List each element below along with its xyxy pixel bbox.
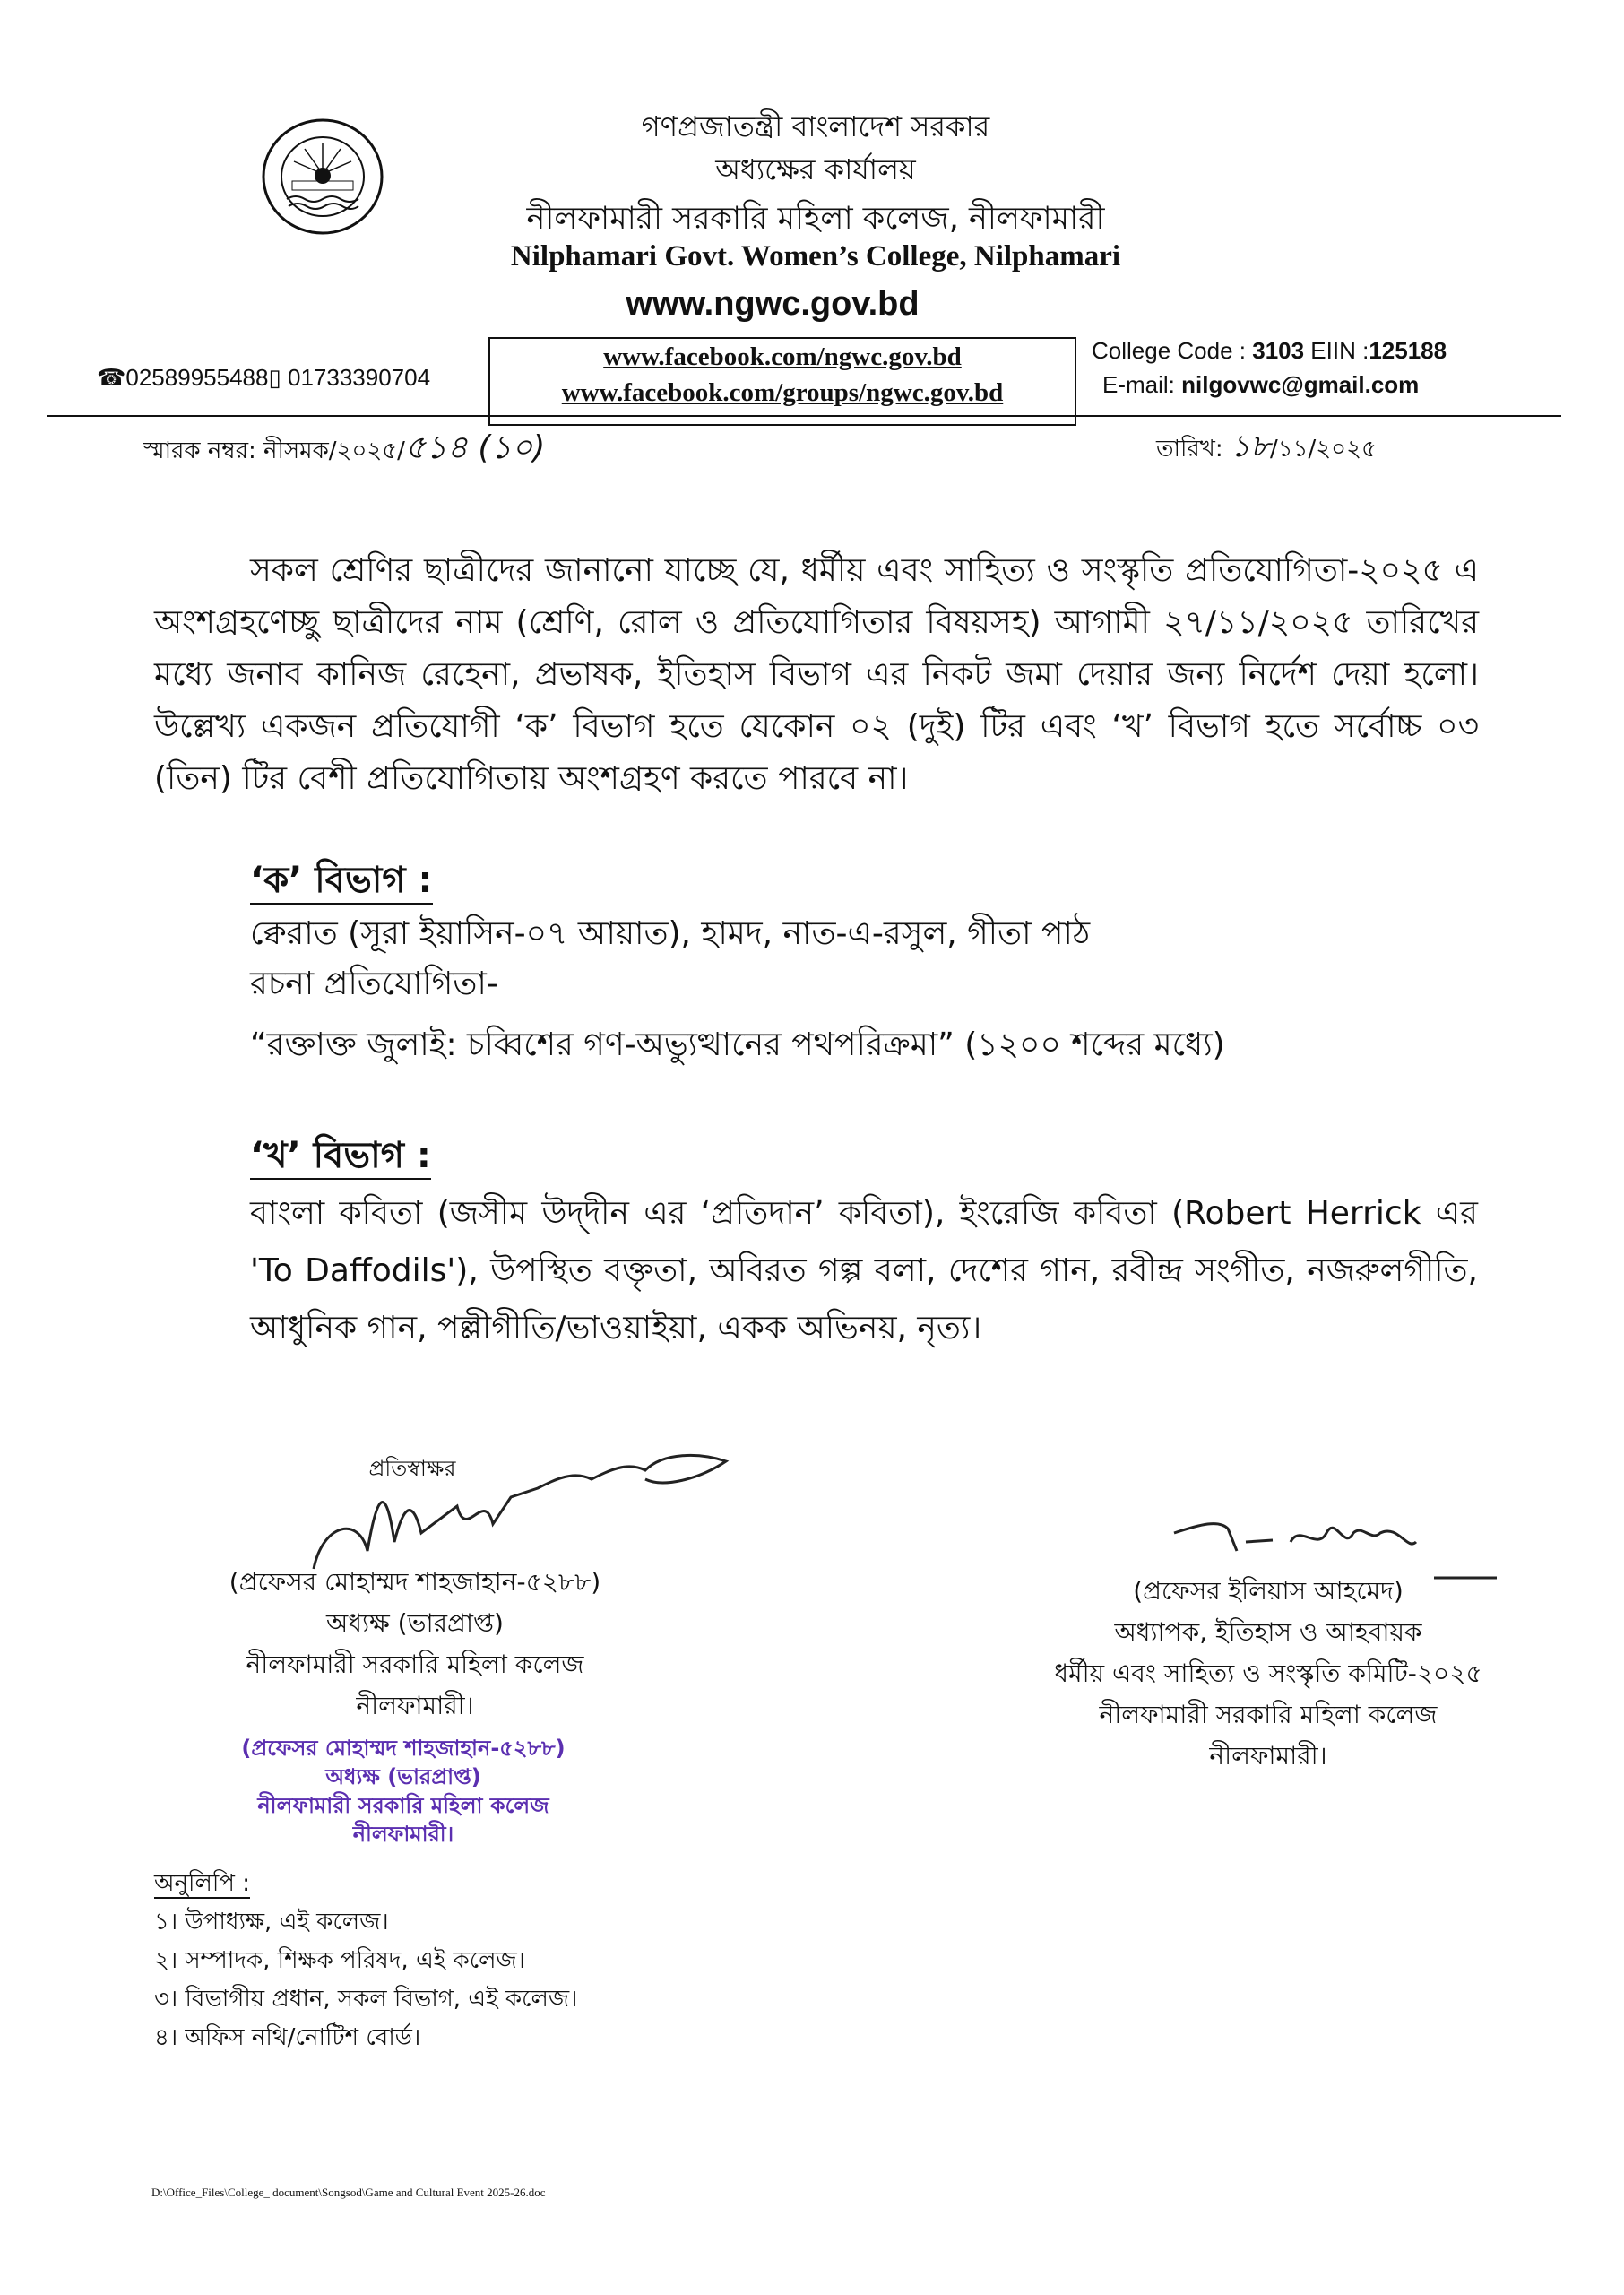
date-day-handwritten: ১৮ (1230, 429, 1271, 464)
memo-handwritten-number: ৫১৪ (১০) (404, 429, 546, 466)
mobile-icon: ▯ (268, 364, 281, 391)
section-ka-line-1: ক্বেরাত (সূরা ইয়াসিন-০৭ আয়াত), হামদ, নাত-এ-রসুল, গীতা পাঠ (250, 915, 1091, 952)
left-signature (305, 1443, 771, 1578)
college-logo (260, 117, 385, 237)
right-signatory-title: অধ্যাপক, ইতিহাস ও আহবায়ক (1114, 1617, 1422, 1647)
college-name-en: Nilphamari Govt. Women’s College, Nilphamari (510, 240, 1121, 273)
left-signatory-block (229, 1562, 600, 1727)
telephone-icon: ☎ (97, 364, 126, 391)
memo-label: স্মারক নম্বর: নীসমক/২০২৫/ (143, 437, 405, 464)
facebook-group-link[interactable]: www.facebook.com/groups/ngwc.gov.bd (561, 378, 1004, 407)
stamp-line: নীলফামারী সরকারি মহিলা কলেজ (257, 1793, 549, 1818)
stamp-line: অধ্যক্ষ (ভারপ্রাপ্ত) (325, 1764, 481, 1789)
left-signatory-college: নীলফামারী সরকারি মহিলা কলেজ (246, 1650, 584, 1679)
section-ka-line-2: রচনা প্রতিযোগিতা- (250, 966, 498, 1002)
notice-paragraph: সকল শ্রেণির ছাত্রীদের জানানো যাচ্ছে যে, ধর্মীয় এবং সাহিত্য ও সংস্কৃতি প্রতিযোগিতা-২০২৫ এ অংশগ্রহণেচ্ছু ছাত্রীদের নাম (শ্রেণি, রোল ও প্রতিযোগিতার বিষয়সহ) আগামী ২৭/১১/২০২৫ তারিখের মধ্যে জনাব কানিজ রেহেনা, প্রভাষক, ইতিহাস বিভাগ এর নিকট জমা দেয়ার জন্য নির্দেশ দেয়া হলো। উল্লেখ্য একজন প্রতিযোগী ‘ক’ বিভাগ হতে যেকোন ০২ (দুই) টির এবং ‘খ’ বিভাগ হতে সর্বোচ্চ ০৩ (তিন) টির বেশী প্রতিযোগিতায় অংশগ্রহণ করতে পারবে না। (154, 552, 1479, 797)
memo-number (143, 423, 545, 477)
office-line: অধ্যক্ষের কার্যালয় (715, 152, 916, 186)
copy-item: ২। সম্পাদক, শিক্ষক পরিষদ, এই কলেজ। (154, 1947, 526, 1974)
eiin-label: EIIN : (1304, 337, 1369, 364)
file-path-footer: D:\Office_Files\College_ document\Songsod\Game and Cultural Event 2025-26.doc (151, 2186, 546, 2199)
copy-item: ১। উপাধ্যক্ষ, এই কলেজ। (154, 1909, 389, 1936)
right-signatory-committee: ধর্মীয় এবং সাহিত্য ও সংস্কৃতি কমিটি-২০২৫ (1054, 1658, 1482, 1688)
facebook-page-link[interactable]: www.facebook.com/ngwc.gov.bd (603, 342, 962, 371)
stamp-line: (প্রফেসর মোহাম্মদ শাহজাহান-৫২৮৮) (241, 1736, 566, 1761)
copies-list (154, 1865, 577, 2057)
copies-title: অনুলিপি : (154, 1870, 250, 1897)
section-ka (250, 852, 433, 912)
right-signatory-college: নীলফামারী সরকারি মহিলা কলেজ (1099, 1700, 1438, 1729)
principal-stamp (241, 1734, 565, 1849)
memo-date (1156, 423, 1377, 474)
section-kha-title: ‘খ’ বিভাগ : (250, 1135, 431, 1180)
phone-number: 02589955488 (125, 364, 269, 391)
section-kha-text: বাংলা কবিতা (জসীম উদ্‌দীন এর ‘প্রতিদান’ কবিতা), ইংরেজি কবিতা (Robert Herrick এর 'To Daffodils'), উপস্থিত বক্তৃতা, অবিরত গল্প বলা, দেশের গান, রবীন্দ্র সংগীত, নজরুলগীতি, আধুনিক গান, পল্লীগীতি/ভাওয়াইয়া, একক অভিনয়, নৃত্য। (250, 1195, 1478, 1347)
email-label: E-mail: (1102, 371, 1182, 398)
college-code-label: College Code : (1092, 337, 1253, 364)
section-ka-line-3: “রক্তাক্ত জুলাই: চব্বিশের গণ-অভ্যুত্থানের পথপরিক্রমা” (১২০০ শব্দের মধ্যে) (250, 1026, 1225, 1063)
contact-phones (97, 364, 430, 392)
copy-item: ৪। অফিস নথি/নোটিশ বোর্ড। (154, 2024, 421, 2051)
right-signatory-name: (প্রফেসর ইলিয়াস আহমেদ) (1133, 1576, 1404, 1606)
right-signatory-place: নীলফামারী। (1209, 1741, 1327, 1771)
section-ka-title: ‘ক’ বিভাগ : (250, 860, 433, 905)
copy-item: ৩। বিভাগীয় প্রধান, সকল বিভাগ, এই কলেজ। (154, 1986, 578, 2013)
social-links-box (488, 337, 1076, 426)
college-name-bn: নীলফামারী সরকারি মহিলা কলেজ, নীলফামারী (526, 201, 1105, 237)
date-month-year: /১১/২০২৫ (1270, 436, 1377, 463)
eiin: 125188 (1369, 337, 1447, 364)
college-code: 3103 (1252, 337, 1305, 364)
header-divider (47, 415, 1561, 417)
left-signatory-title: অধ্যক্ষ (ভারপ্রাপ্ত) (326, 1608, 504, 1638)
email-line (1102, 371, 1419, 399)
right-signatory-block (1054, 1571, 1481, 1777)
date-label: তারিখ: (1156, 436, 1231, 463)
website-link[interactable]: www.ngwc.gov.bd (626, 285, 920, 323)
mobile-number: 01733390704 (288, 364, 431, 391)
email-address[interactable]: nilgovwc@gmail.com (1181, 371, 1420, 398)
countersign-label: প্রতিস্বাক্ষর (368, 1456, 456, 1481)
left-signatory-place: নীলফামারী। (356, 1691, 474, 1720)
college-code-line (1092, 337, 1447, 365)
left-signatory-name: (প্রফেসর মোহাম্মদ শাহজাহান-৫২৮৮) (229, 1567, 601, 1597)
section-kha (250, 1127, 431, 1187)
stamp-line: নীলফামারী। (352, 1822, 454, 1847)
government-line: গণপ্রজাতন্ত্রী বাংলাদেশ সরকার (641, 109, 990, 143)
